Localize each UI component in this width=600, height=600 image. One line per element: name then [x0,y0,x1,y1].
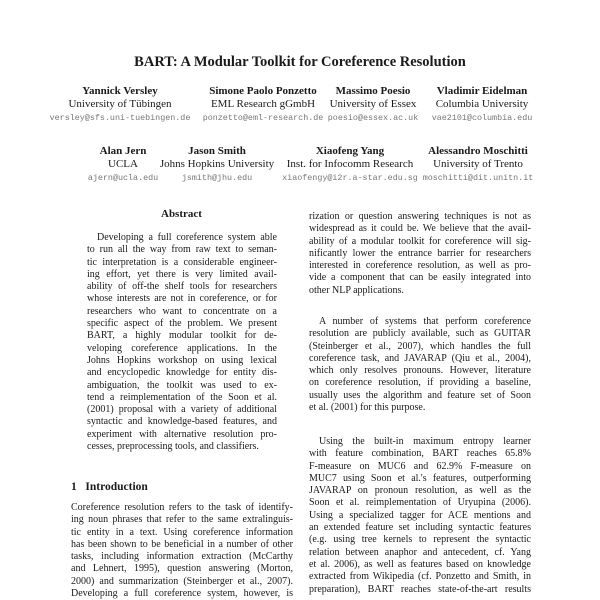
author-affiliation: University of Tübingen [68,98,172,110]
text-line: other NLP applications. [309,284,404,296]
author-affiliation: Johns Hopkins University [159,158,275,170]
text-line: Coreference resolution refers to the task of identify- [71,502,293,513]
text-line: specific aspect of the problem. We present [87,318,277,330]
text-line: vide a component that can be easily integrated into [309,272,531,284]
text-line: and encyclopedic knowledge for entity dis- [87,367,277,379]
author-email: versley@sfs.uni-tuebingen.de [49,113,191,123]
text-line: Soon et al. reimplementation of Uryupina (2006). [309,497,531,509]
text-line: F-measure on MUC6 and 62.9% F-measure on [309,460,531,472]
text-line: nificantly lower the entrance barrier for researchers [309,247,531,259]
author-name: Alessandro Moschitti [428,145,528,157]
text-line: et al. 2006), as well as features based on knowledge [309,558,531,570]
text-line: (Steinberger et al., 2007), which handles the full [309,340,531,352]
text-line: tic entity in a text. Using coreference information [71,526,293,538]
text-line: coreference task, and JAVARAP (Qiu et al., 2004), [309,352,531,364]
abstract-heading: Abstract [161,208,202,220]
paragraph [309,211,531,297]
author-name: Jason Smith [188,145,246,157]
text-line: tic interpretation is a considerable engineer- [87,256,277,268]
author-email: jsmith@jhu.edu [181,173,253,183]
text-line: MUC7 using Soon et al.'s features, outperforming [309,472,531,484]
introduction-left-column [71,502,293,600]
section-heading-introduction: 1 Introduction [71,481,148,493]
text-line: rization or question answering techniques is not as [309,211,531,222]
paragraph [309,316,531,414]
text-line: with feature combination, BART reaches 65.8% [309,448,531,460]
author-email: poesio@essex.ac.uk [327,113,419,123]
text-line: relation between anaphor and antecedent, cf. Yang [309,546,531,558]
author-email: ajern@ucla.edu [87,173,159,183]
text-line: ability of a modular toolkit for coreference will sig- [309,235,531,247]
author-name: Yannick Versley [82,85,158,97]
text-line: to run all the way from raw text to seman- [87,244,277,256]
text-line: BART, a highly modular toolkit for de- [87,330,277,342]
text-line: Developing a full coreference system able [97,232,277,243]
author-affiliation: University of Trento [433,158,523,170]
text-line: veloping coreference applications. In the [87,342,277,354]
author-name: Alan Jern [99,145,147,157]
author [393,145,563,185]
text-line: A number of systems that perform coreference [319,316,531,327]
text-line: Johns Hopkins workshop on using lexical [87,354,277,366]
text-line: tend a reimplementation of the Soon et al. [87,391,277,403]
text-line: an extended feature set including syntactic features [309,522,531,534]
text-line: and Lehnert, 1995), question answering (Morton, [71,563,293,575]
text-line: which only resolves pronouns. However, literature [309,365,531,377]
text-line: has been shown to be beneficial in a number of other [71,538,293,550]
text-line: syntactic and knowledge-based features, and [87,416,277,428]
text-line: Using a specialized tagger for ACE mentions and [309,509,531,521]
paragraph [309,436,531,596]
paper-title: BART: A Modular Toolkit for Coreference Resolution [134,54,466,70]
text-line: ing effort, yet there is very limited avail- [87,268,277,280]
text-line: JAVARAP on pronoun resolution, as well as the [309,485,531,497]
text-line: 2000) and summarization (Steinberger et al., 2007). [71,575,293,587]
author-email: vae2101@columbia.edu [431,113,533,123]
text-line: Developing a full coreference system, however, is [71,588,293,600]
author-email: xiaofengy@i2r.a-star.edu.sg [282,173,418,183]
text-line: tasks, including information extraction (McCarthy [71,551,293,563]
text-line: usually uses the algorithm and feature set of Soon [309,389,531,401]
text-line: et al. (2001) for this purpose. [309,402,426,414]
text-line: cesses, preprocessing tools, and classifiers. [87,441,259,453]
author-name: Xiaofeng Yang [315,145,385,157]
text-line: experiment with alternative resolution pro- [87,428,277,440]
text-line: ing noun phrases that refer to the same extralinguis- [71,514,293,526]
author-email: ponzetto@eml-research.de [202,113,324,123]
text-line: extracted from Wikipedia (cf. Ponzetto and Smith, in [309,571,531,583]
text-line: (e.g. using tree kernels to represent the syntactic [309,534,531,546]
author-affiliation: UCLA [108,158,138,170]
text-line: (2001) proposal with a variety of additional [87,404,277,416]
author-affiliation: Columbia University [435,98,529,110]
text-line: preparation), BART reaches state-of-the-art results [309,583,531,595]
text-line: widespread as it could be. We believe that the avail- [309,223,531,235]
text-line: resolution are publicly available, such as GUITAR [309,328,531,340]
author [397,85,567,125]
author-affiliation: Inst. for Infocomm Research [286,158,414,170]
text-line: researchers who want to concentrate on a [87,305,277,317]
author-email: moschitti@dit.unitn.it [422,173,534,183]
author-affiliation: University of Essex [329,98,417,110]
text-line: ability of off-the shelf tools for researchers [87,281,277,293]
text-line: ambiguation, the toolkit was used to ex- [87,379,277,391]
author-name: Massimo Poesio [335,85,411,97]
author-name: Vladimir Eidelman [436,85,528,97]
text-line: interested in coreference resolution, as well as pro- [309,260,531,272]
abstract-body [87,232,277,453]
author-name: Simone Paolo Ponzetto [209,85,317,97]
text-line: on coreference resolution, if providing a baseline, [309,377,531,389]
text-line: Using the built-in maximum entropy learner [319,436,531,447]
text-line: whose interests are not in coreference, or for [87,293,277,305]
author-affiliation: EML Research gGmbH [210,98,316,110]
